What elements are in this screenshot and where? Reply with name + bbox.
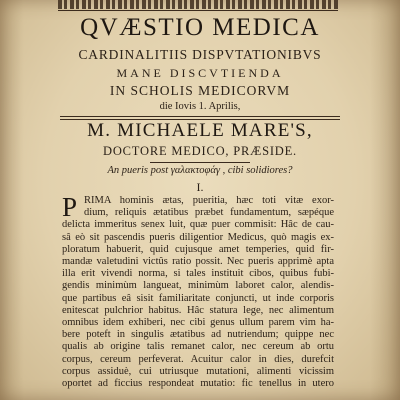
document-title: QVÆSTIO MEDICA	[80, 14, 320, 41]
header-date: die Iovis 1. Aprilis,	[159, 101, 241, 112]
header-line-4: IN SCHOLIS MEDICORVM	[109, 83, 291, 98]
body-line: omnibus idem exhiberi, nec cibi genus ullum parem vim ha-	[62, 317, 334, 329]
drop-cap: P	[62, 192, 78, 222]
body-line: ploratum habuerit, quid cujusque amet temperies, quid fir-	[62, 243, 334, 255]
body-line: gendis minimùm langueat, minimùm laboret calor, alendis-	[62, 280, 334, 292]
body-line: bere poteft in singulis ætatibus ad nutriendum; quippe nec	[62, 329, 334, 341]
body-line: qualis ab origine talis remanet calor, nec cereum ab ortu	[62, 341, 334, 353]
body-line: dium, reliquis ætatibus præbet fundamentum, sæpéque	[84, 207, 334, 219]
author-name: M. MICHAELE MARE'S,	[87, 120, 313, 141]
body-line: delicta immeritus senex luit, quæ puer commisit: Hâc de cau-	[62, 219, 334, 231]
body-line: oportet ad ficcius respondeat mutatio: fic tenellus in utero	[62, 378, 334, 390]
document-subtitle: CARDINALITIIS DISPVTATIONIBVS	[78, 47, 322, 62]
body-line: corpus, cereum perfeverat. Acuitur calor in dies, durefcit	[62, 353, 334, 365]
section-divider	[150, 162, 250, 163]
header-ornament-line	[58, 10, 338, 11]
body-line: que partibus eâ sisit familiaritate conjuncti, ut inde corporis	[62, 292, 334, 304]
question-text: An pueris post γαλακτοφάγ , cibi solidiores?	[107, 165, 293, 176]
header-ornament-band	[58, 0, 338, 9]
body-line: corpus assiduè, cui utriusque mutationi, alimenti vicissim	[62, 365, 334, 377]
header-rule-top	[60, 116, 340, 117]
body-text	[62, 192, 334, 390]
author-role: DOCTORE MEDICO, PRÆSIDE.	[103, 144, 297, 158]
header-line-3: MANE DISCVTIENDA	[116, 66, 284, 80]
section-number: I.	[196, 180, 204, 194]
body-line: mandæ valetudini victûs ratio possit. Nec pueris apprimè apta	[62, 256, 334, 268]
body-line: sâ eò sit pascendis pueris diligentior Medicus, quò magis ex-	[62, 231, 334, 243]
body-line: illa erit vivendi norma, si tales instituit cibos, quibus fubi-	[62, 268, 334, 280]
body-line: enitescat pulchrior habitus. Hâc statura lege, nec alimentum	[62, 304, 334, 316]
body-line: RIMA hominis ætas, pueritia, hæc toti vitæ exor-	[84, 195, 334, 206]
